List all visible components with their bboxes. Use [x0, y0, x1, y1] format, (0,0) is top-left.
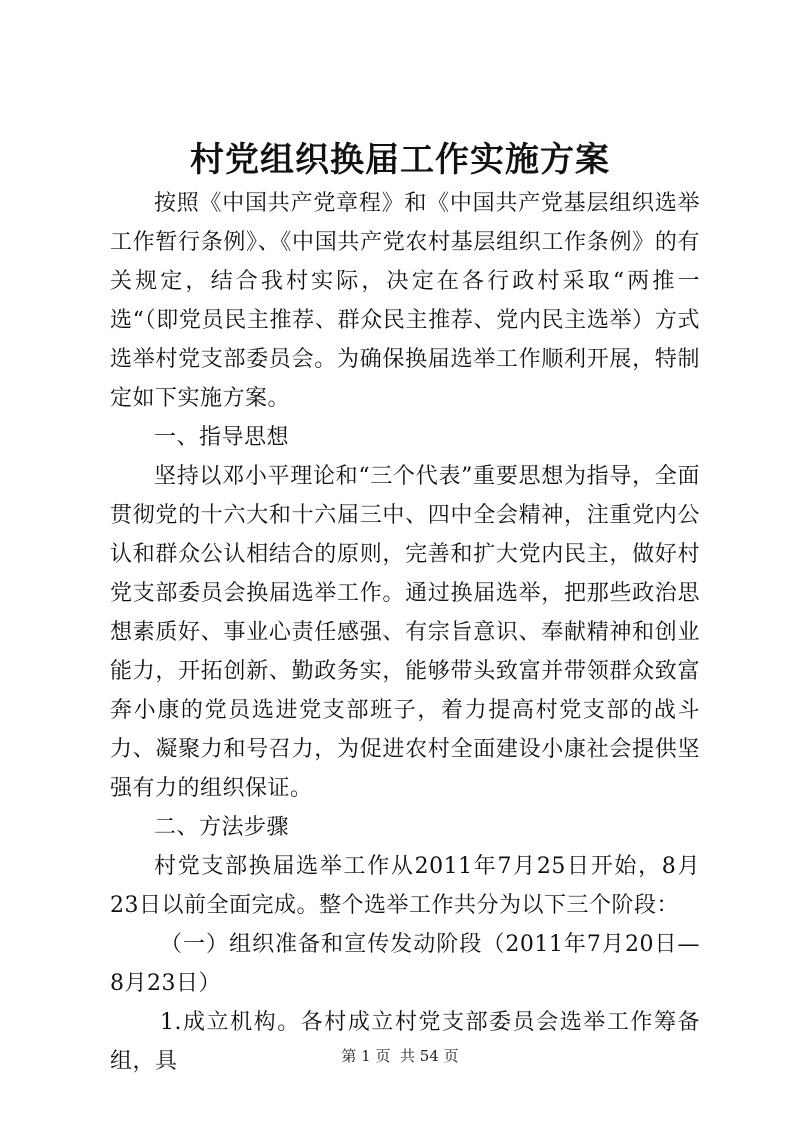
- paragraph-intro: 按照《中国共产党章程》和《中国共产党基层组织选举工作暂行条例》、《中国共产党农村基层组织工作条例》的有关规定，结合我村实际，决定在各行政村采取“两推一选“（即党员民主推荐、群众民主推荐、党内民主选举）方式选举村党支部委员会。为确保换届选举工作顺利开展，特制定如下实施方案。: [110, 191, 700, 411]
- document-title: 村党组织换届工作实施方案: [190, 140, 610, 180]
- page-footer: [0, 1046, 800, 1066]
- heading-guiding-thought: 一、指导思想: [154, 425, 290, 450]
- paragraph-timeline: 村党支部换届选举工作从2011年7月25日开始，8月23日以前全面完成。整个选举工作共分为以下三个阶段：: [110, 854, 700, 918]
- paragraph-establish-organization: 1.成立机构。各村成立村党支部委员会选举工作筹备组，具: [110, 1010, 700, 1074]
- paragraph-stage-one: （一）组织准备和宣传发动阶段（2011年7月20日—8月23日）: [110, 932, 700, 996]
- page-number-label: 第 1 页 共 54 页: [341, 1047, 459, 1065]
- document-body: [110, 184, 700, 1081]
- heading-method-steps: 二、方法步骤: [154, 815, 290, 840]
- paragraph-guiding-thought: 坚持以邓小平理论和“三个代表”重要思想为指导，全面贯彻党的十六大和十六届三中、四中全会精神，注重党内公认和群众公认相结合的原则，完善和扩大党内民主，做好村党支部委员会换届选举工作。通过换届选举，把那些政治思想素质好、事业心责任感强、有宗旨意识、奉献精神和创业能力，开拓创新、勤政务实，能够带头致富并带领群众致富奔小康的党员选进党支部班子，着力提高村党支部的战斗力、凝聚力和号召力，为促进农村全面建设小康社会提供坚强有力的组织保证。: [110, 464, 700, 801]
